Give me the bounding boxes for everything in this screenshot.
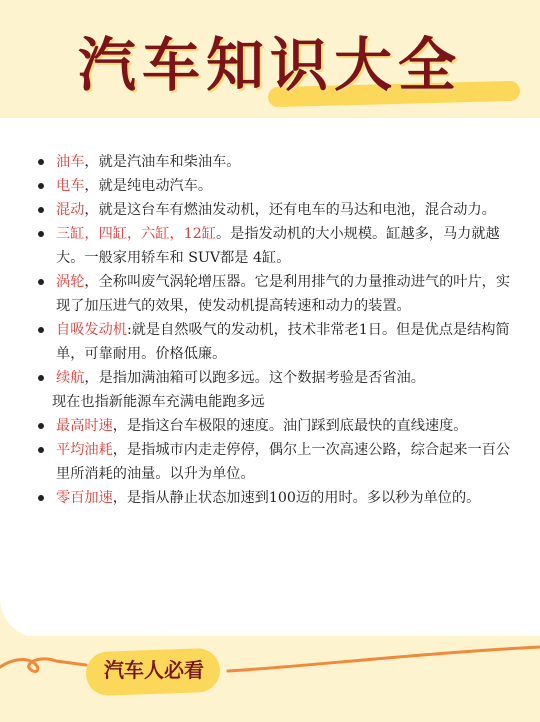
list-item [32,150,517,174]
list-note: 现在也指新能源车充满电能跑多远 [52,394,265,410]
item-desc: ，就是汽油车和柴油车。 [84,154,241,170]
page-title: 汽车知识大全 [77,31,462,99]
item-term: 混动 [56,202,85,218]
item-term: 油车 [56,154,85,170]
item-term: 续航 [56,370,85,386]
item-desc: ，是指从静止状态加速到100迈的用时。多以秒为单位的。 [112,490,481,506]
list-item [32,174,517,198]
list-item [32,270,517,318]
bullet-icon [38,183,44,189]
bullet-icon [38,375,44,381]
list-item [32,318,517,366]
item-desc: ，全称叫废气涡轮增压器。它是利用排气的力量推动进气的叶片，实现了加压进气的效果，使发动机提高转速和动力的装置。 [56,274,511,314]
bullet-icon [38,423,44,429]
list-item [32,438,517,486]
item-term: 涡轮 [56,274,85,290]
footer-badge: 汽车人必看 [104,658,204,682]
bullet-icon [38,207,44,213]
item-desc: :就是自然吸气的发动机，技术非常老1日。但是优点是结构简单，可靠耐用。价格低廉。 [56,322,510,362]
footer-curl-decoration [0,645,540,685]
list-item [32,414,517,438]
item-term: 最高时速 [56,418,113,434]
item-term: 自吸发动机 [56,322,127,338]
knowledge-list [32,150,517,510]
item-desc: ，是指城市内走走停停，偶尔上一次高速公路，综合起来一百公里所消耗的油量。以升为单位。 [56,442,511,482]
list-item [32,222,517,270]
item-term: 电车 [56,178,85,194]
bullet-icon [38,279,44,285]
item-desc: ，是指这台车极限的速度。油门踩到底最快的直线速度。 [112,418,468,434]
list-item [32,486,517,510]
header-banner [0,0,540,130]
bullet-icon [38,447,44,453]
item-term: 零百加速 [56,490,113,506]
item-desc: ，就是纯电动汽车。 [84,178,213,194]
item-term: 三缸，四缸，六缸，12缸 [56,226,216,242]
item-term: 平均油耗 [56,442,113,458]
item-desc: ，就是这台车有燃油发动机，还有电车的马达和电池，混合动力。 [84,202,496,218]
item-desc: 。是指发动机的大小规模。缸越多，马力就越大。一般家用轿车和 SUV都是 4缸。 [56,226,500,266]
list-item [32,198,517,222]
bullet-icon [38,495,44,501]
list-item [32,366,517,390]
item-desc: ，是指加满油箱可以跑多远。这个数据考验是否省油。 [84,370,425,386]
bullet-icon [38,327,44,333]
bullet-icon [38,159,44,165]
bullet-icon [38,231,44,237]
